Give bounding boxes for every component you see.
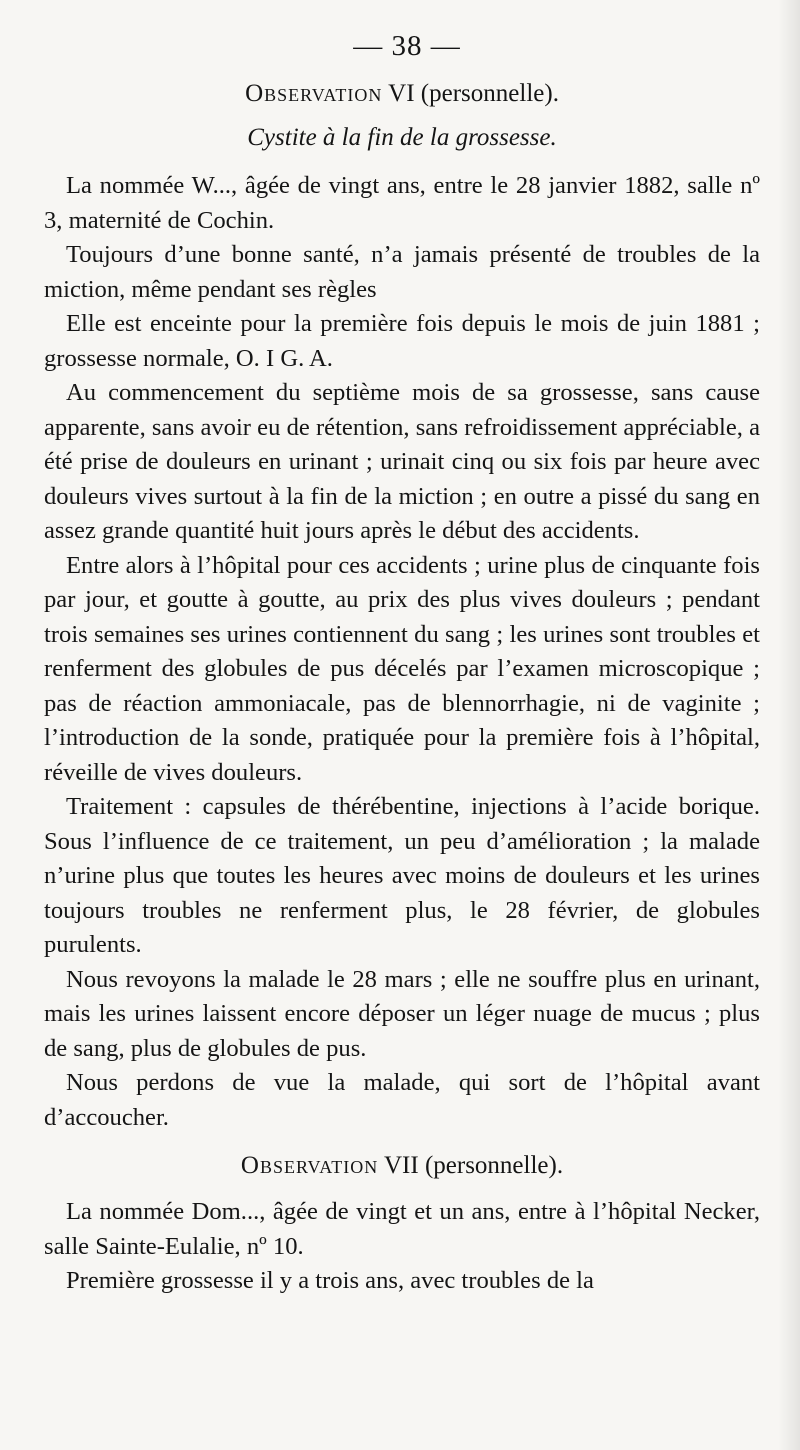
page-number: — 38 — (353, 30, 461, 62)
paragraph: La nommée W..., âgée de vingt ans, entre le 28 janvier 1882, salle nº 3, maternité de Cochin. (44, 172, 760, 234)
paragraph: Nous perdons de vue la malade, qui sort de l’hôpital avant d’accoucher. (44, 1069, 760, 1131)
page-edge-shadow (778, 0, 800, 1450)
observation-6-heading (44, 77, 760, 111)
observation-7-heading (44, 1149, 760, 1183)
observation-7-heading-label: Observation (240, 1152, 379, 1179)
paragraph: Première grossesse il y a trois ans, avec troubles de la (66, 1267, 594, 1294)
observation-6-subtitle: Cystite à la fin de la grossesse. (247, 124, 557, 151)
paragraph: Entre alors à l’hôpital pour ces accidents ; urine plus de cinquante fois par jour, et goutte à goutte, au prix des plus vives douleurs ; pendant trois semaines ses urines contiennent du sang ; les urines sont troubles et renferment des globules de pus décelés par l’examen microscopique ; pas de réaction ammoniacale, pas de blennorrhagie, ni de vaginite ; l’introduction de la sonde, pratiquée pour la première fois à l’hôpital, réveille de vives douleurs. (44, 551, 760, 786)
observation-7-heading-number: VII (personnelle). (378, 1152, 564, 1179)
observation-6-heading-number: VI (personnelle). (382, 80, 559, 107)
paragraph: Elle est enceinte pour la première fois depuis le mois de juin 1881 ; grossesse normale, O. I G. A. (44, 310, 760, 372)
paragraph: Traitement : capsules de thérébentine, injections à l’acide borique. Sous l’influence de ce traitement, un peu d’amélioration ; la malade n’urine plus que toutes les heures avec moins de douleurs et les urines toujours troubles ne renferment plus, le 28 février, de globules purulents. (44, 793, 760, 958)
book-page (44, 30, 760, 1299)
paragraph: Au commencement du septième mois de sa grossesse, sans cause apparente, sans avoir eu de rétention, sans refroidissement appréciable, a été prise de douleurs en urinant ; urinait cinq ou six fois par heure avec douleurs vives surtout à la fin de la miction ; en outre a pissé du sang en assez grande quantité huit jours après le début des accidents. (44, 379, 760, 544)
observation-6-heading-label: Observation (245, 80, 383, 107)
paragraph: Nous revoyons la malade le 28 mars ; elle ne souffre plus en urinant, mais les urines laissent encore déposer un léger nuage de mucus ; plus de sang, plus de globules de pus. (44, 965, 760, 1062)
paragraph: La nommée Dom..., âgée de vingt et un ans, entre à l’hôpital Necker, salle Sainte-Eulalie, nº 10. (44, 1198, 760, 1260)
paragraph: Toujours d’une bonne santé, n’a jamais présenté de troubles de la miction, même pendant ses règles (44, 241, 760, 303)
